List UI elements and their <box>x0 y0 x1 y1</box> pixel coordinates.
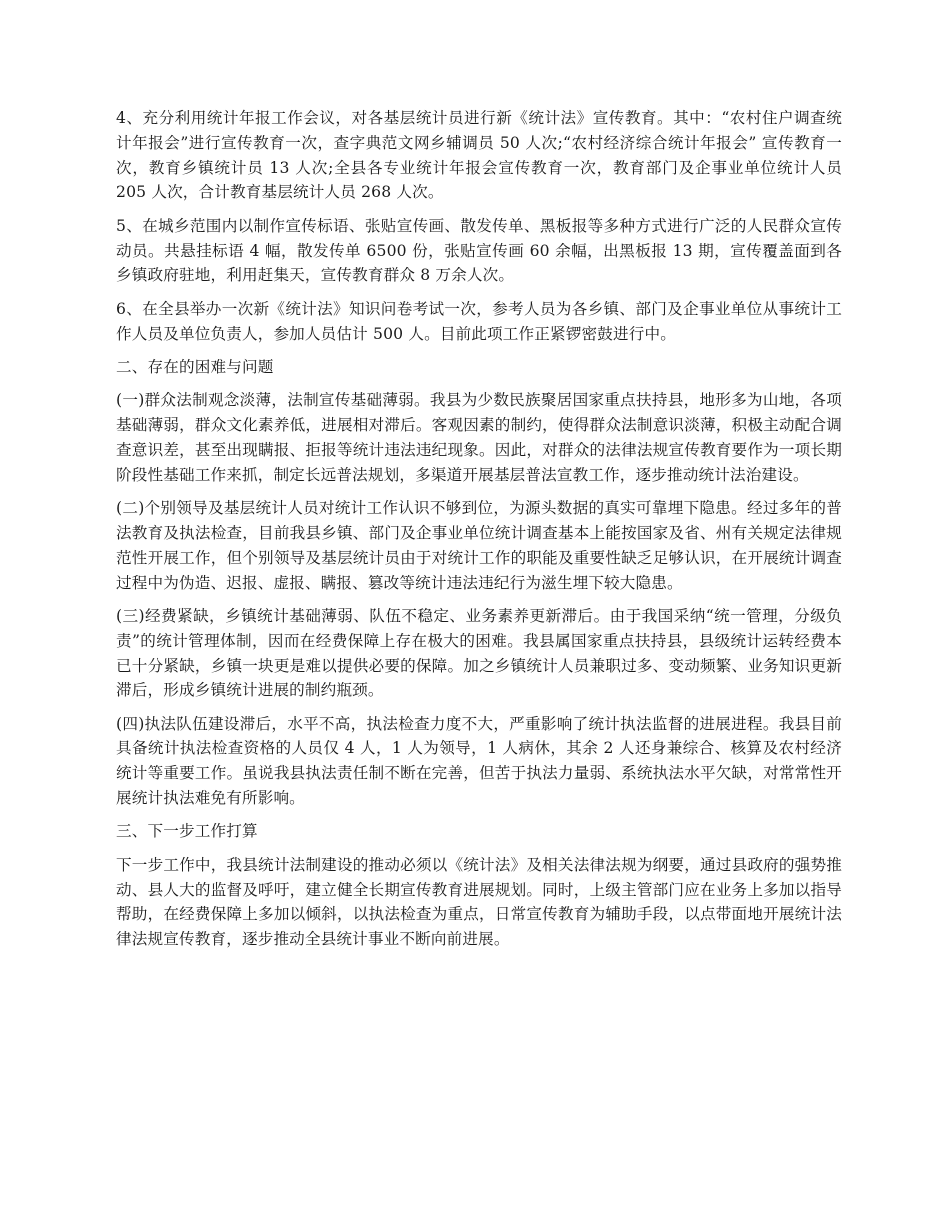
paragraph-next-steps: 下一步工作中，我县统计法制建设的推动必须以《统计法》及相关法律法规为纲要，通过县政府的强势推动、县人大的监督及呼吁，建立健全长期宣传教育进展规划。同时，上级主管部门应在业务上多加以指导帮助，在经费保障上多加以倾斜，以执法检查为重点，日常宣传教育为辅助手段，以点带面地开展统计法律法规宣传教育，逐步推动全县统计事业不断向前进展。 <box>116 855 842 949</box>
paragraph-item-4: 4、充分利用统计年报工作会议，对各基层统计员进行新《统计法》宣传教育。其中：“农村住户调查统计年报会”进行宣传教育一次，查字典范文网乡辅调员 50 人次;“农村经济综合统计年报会” 宣传教育一次，教育乡镇统计员 13 人次;全县各专业统计年报会宣传教育一次，教育部门及企事业单位统计人员 205 人次，合计教育基层统计人员 268 人次。 <box>116 109 842 202</box>
paragraph-problem-4: (四)执法队伍建设滞后，水平不高，执法检查力度不大，严重影响了统计执法监督的进展进程。我县目前具备统计执法检查资格的人员仅 4 人，1 人为领导，1 人病休，其余 2 人还身兼综合、核算及农村经济统计等重要工作。虽说我县执法责任制不断在完善，但苦于执法力量弱、系统执法水平欠缺，对常常性开展统计执法难免有所影响。 <box>116 714 842 808</box>
section-heading-next-steps: 三、下一步工作打算 <box>116 822 258 841</box>
paragraph-problem-3: (三)经费紧缺，乡镇统计基础薄弱、队伍不稳定、业务素养更新滞后。由于我国采纳“统一管理，分级负责”的统计管理体制，因而在经费保障上存在极大的困难。我县属国家重点扶持县，县级统计运转经费本已十分紧缺，乡镇一块更是难以提供必要的保障。加之乡镇统计人员兼职过多、变动频繁、业务知识更新滞后，形成乡镇统计进展的制约瓶颈。 <box>116 606 842 700</box>
paragraph-item-6: 6、在全县举办一次新《统计法》知识问卷考试一次，参考人员为各乡镇、部门及企事业单位从事统计工作人员及单位负责人，参加人员估计 500 人。目前此项工作正紧锣密鼓进行中。 <box>116 299 842 343</box>
section-heading-problems: 二、存在的困难与问题 <box>116 357 274 376</box>
paragraph-item-5: 5、在城乡范围内以制作宣传标语、张贴宣传画、散发传单、黑板报等多种方式进行广泛的人民群众宣传动员。共悬挂标语 4 幅，散发传单 6500 份，张贴宣传画 60 余幅，出黑板报 13 期，宣传覆盖面到各乡镇政府驻地，利用赶集天，宣传教育群众 8 万余人次。 <box>116 216 842 285</box>
paragraph-problem-1: (一)群众法制观念淡薄，法制宣传基础薄弱。我县为少数民族聚居国家重点扶持县，地形多为山地，各项基础薄弱，群众文化素养低，进展相对滞后。客观因素的制约，使得群众法制意识淡薄，积极主动配合调查意识差，甚至出现瞒报、拒报等统计违法违纪现象。因此，对群众的法律法规宣传教育要作为一项长期阶段性基础工作来抓，制定长远普法规划，多渠道开展基层普法宣教工作，逐步推动统计法治建设。 <box>116 391 842 484</box>
document-body <box>116 106 842 961</box>
paragraph-problem-2: (二)个别领导及基层统计人员对统计工作认识不够到位，为源头数据的真实可靠埋下隐患。经过多年的普法教育及执法检查，目前我县乡镇、部门及企事业单位统计调查基本上能按国家及省、州有关规定法律规范性开展工作，但个别领导及基层统计员由于对统计工作的职能及重要性缺乏足够认识，在开展统计调查过程中为伪造、迟报、虚报、瞒报、篡改等统计违法违纪行为滋生埋下较大隐患。 <box>116 499 842 592</box>
